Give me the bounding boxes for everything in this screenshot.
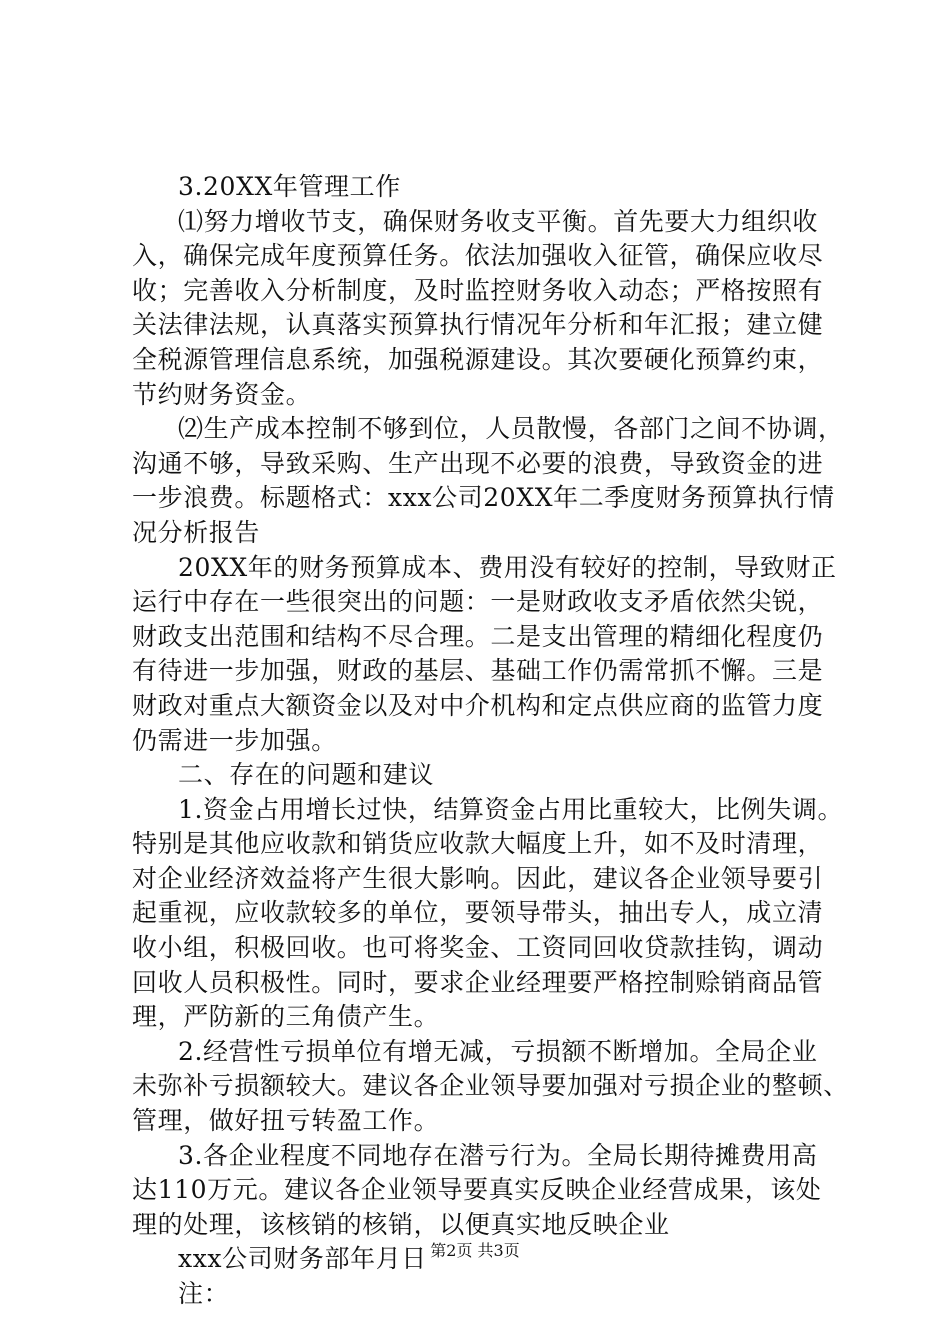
paragraph-line: 全税源管理信息系统，加强税源建设。其次要硬化预算约束， (132, 344, 824, 374)
paragraph-line: 管理，做好扭亏转盈工作。 (132, 1106, 440, 1136)
paragraph-line: 入，确保完成年度预算任务。依法加强收入征管，确保应收尽 (132, 241, 824, 271)
paragraph-line: 沟通不够，导致采购、生产出现不必要的浪费，导致资金的进 (132, 448, 824, 478)
paragraph-line: 仍需进一步加强。 (132, 725, 337, 755)
paragraph-line: 财政支出范围和结构不尽合理。二是支出管理的精细化程度仍 (132, 621, 824, 651)
paragraph-line: 回收人员积极性。同时，要求企业经理要严格控制赊销商品管 (132, 967, 824, 997)
paragraph-line: 关法律法规，认真落实预算执行情况年分析和年汇报；建立健 (132, 310, 824, 340)
paragraph-line: 况分析报告 (132, 517, 261, 547)
paragraph-line: 收小组，积极回收。也可将奖金、工资同回收贷款挂钩，调动 (132, 933, 824, 963)
paragraph-line: 3.各企业程度不同地存在潜亏行为。全局长期待摊费用高 (178, 1140, 818, 1170)
section-heading: 二、存在的问题和建议 (178, 760, 435, 790)
paragraph-line: 达110万元。建议各企业领导要真实反映企业经营成果，该处 (132, 1175, 822, 1205)
paragraph-line: 未弥补亏损额较大。建议各企业领导要加强对亏损企业的整顿、 (132, 1071, 849, 1101)
paragraph-line: 特别是其他应收款和销货应收款大幅度上升，如不及时清理， (132, 829, 824, 859)
paragraph-line: 财政对重点大额资金以及对中介机构和定点供应商的监管力度 (132, 690, 824, 720)
paragraph-line: ⑵生产成本控制不够到位，人员散慢，各部门之间不协调， (178, 414, 844, 444)
paragraph-line: 2.经营性亏损单位有增无减，亏损额不断增加。全局企业 (178, 1036, 818, 1066)
paragraph-line: 一步浪费。标题格式：xxx公司20XX年二季度财务预算执行情 (132, 483, 835, 513)
paragraph-line: 有待进一步加强，财政的基层、基础工作仍需常抓不懈。三是 (132, 656, 824, 686)
paragraph-line: 理，严防新的三角债产生。 (132, 1002, 440, 1032)
paragraph-line: 20XX年的财务预算成本、费用没有较好的控制，导致财正 (178, 552, 837, 582)
paragraph-line: 1.资金占用增长过快，结算资金占用比重较大，比例失调。 (178, 794, 844, 824)
paragraph-line: 收；完善收入分析制度，及时监控财务收入动态；严格按照有 (132, 275, 824, 305)
paragraph-line: 节约财务资金。 (132, 379, 312, 409)
signature-line: xxx公司财务部年月日 (178, 1244, 427, 1274)
paragraph-line: 运行中存在一些很突出的问题：一是财政收支矛盾依然尖锐， (132, 587, 824, 617)
note-label: 注： (178, 1279, 230, 1308)
paragraph-line: 理的处理，该核销的核销，以便真实地反映企业 (132, 1209, 670, 1239)
page-number-footer: 第2页 共3页 (430, 1241, 520, 1260)
paragraph-line: 起重视，应收款较多的单位，要领导带头，抽出专人，成立清 (132, 898, 824, 928)
section-heading: 3.20XX年管理工作 (178, 172, 401, 201)
paragraph-line: ⑴努力增收节支，确保财务收支平衡。首先要大力组织收 (178, 206, 819, 236)
document-body (132, 170, 852, 1312)
paragraph-line: 对企业经济效益将产生很大影响。因此，建议各企业领导要引 (132, 863, 824, 893)
